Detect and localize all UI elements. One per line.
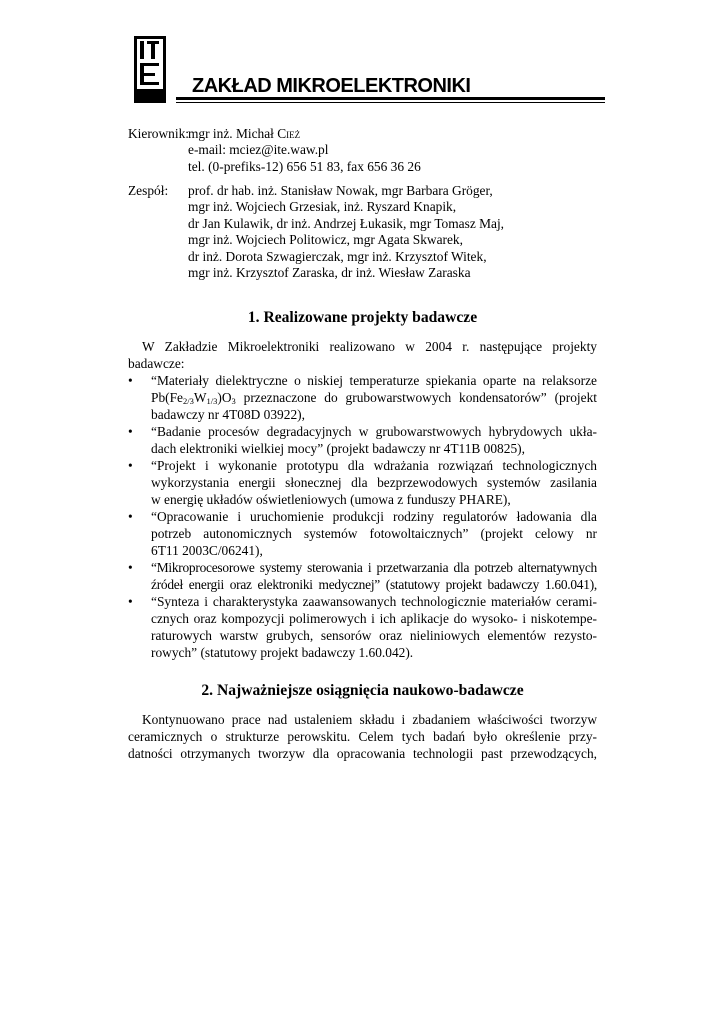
intro-line: badawcze:	[128, 356, 185, 371]
section2-heading: 2. Najważniejsze osiągnięcia naukowo-badawcze	[201, 682, 524, 699]
team-line: prof. dr hab. inż. Stanisław Nowak, mgr Barbara Gröger,	[188, 183, 493, 198]
paragraph-line: Kontynuowano prace nad ustaleniem składu i zbadaniem właściwości tworzyw	[142, 712, 597, 727]
project-item: • “Projekt i wykonanie prototypu dla wdrażania rozwiązań technologicznych wykorzystania energii słonecznej dla bezprzewodowych systemów zasilania w energię układów oświetleniowych (umowa z funduszy PHARE),	[128, 458, 597, 507]
team-line: mgr inż. Wojciech Politowicz, mgr Agata Skwarek,	[188, 232, 463, 248]
ite-logo	[134, 36, 166, 103]
project-list	[128, 372, 597, 661]
team-line: mgr inż. Krzysztof Zaraska, dr inż. Wiesław Zaraska	[188, 264, 471, 280]
head-phone: tel. (0-prefiks-12) 656 51 83, fax 656 36 26	[188, 158, 421, 174]
project-item: • “Materiały dielektryczne o niskiej temperaturze spiekania oparte na relaksorze $Pb(Fe_{2/3}W_{1/3})O_3$ przeznaczone do grubowarstwowych kondensatorów” (projekt badawczy nr 4T08D 03922),	[128, 373, 597, 422]
header-rule-thick	[176, 97, 605, 100]
bullet-icon: •	[128, 594, 133, 609]
paragraph-line: datności otrzymanych tworzyw dla opracowania technologii past przewodzących,	[128, 746, 597, 761]
formula-line: $Pb(Fe_{2/3}W_{1/3})O_3$ przeznaczone do grubowarstwowych kondensatorów” (projekt	[151, 390, 597, 406]
head-label: Kierownik:	[128, 126, 189, 141]
head-name: mgr inż. Michał Cież	[188, 126, 301, 141]
head-email: e-mail: mciez@ite.waw.pl	[188, 142, 329, 158]
bullet-icon: •	[128, 373, 133, 388]
project-item: • “Badanie procesów degradacyjnych w grubowarstwowych hybrydowych ukła- dach elektroniki wielkiej mocy” (projekt badawczy nr 4T11B 00825),	[128, 424, 597, 456]
project-item: • “Opracowanie i uruchomienie produkcji rodziny regulatorów ładowania dla potrzeb autonomicznych systemów fotowoltaicznych” (projekt celowy nr 6T11 2003C/06241),	[128, 509, 597, 558]
intro-line: W Zakładzie Mikroelektroniki realizowano w 2004 r. następujące projekty	[142, 339, 597, 354]
team-line: dr Jan Kulawik, dr inż. Andrzej Łukasik, mgr Tomasz Maj,	[188, 215, 505, 231]
bullet-icon: •	[128, 509, 133, 524]
project-item: • “Synteza i charakterystyka zaawansowanych technologicznie materiałów cerami- cznych oraz kompozycji polimerowych i ich aplikacje do wysoko- i niskotempe- raturowych warstw grubych, sensorów oraz nieliniowych elementów rezysto- rowych” (statutowy projekt badawczy 1.60.042).	[128, 594, 597, 660]
bullet-icon: •	[128, 424, 133, 439]
section1-intro	[128, 338, 597, 372]
bullet-icon: •	[128, 560, 133, 575]
project-item: • “Mikroprocesorowe systemy sterowania i przetwarzania dla potrzeb alternatywnych źródeł energii oraz elektroniki medycznej” (statutowy projekt badawczy 1.60.041),	[128, 560, 597, 592]
team-label: Zespół:	[128, 183, 169, 198]
team-line: mgr inż. Wojciech Grzesiak, inż. Ryszard Knapik,	[188, 199, 457, 215]
department-title: ZAKŁAD MIKROELEKTRONIKI	[192, 75, 471, 97]
section1-heading: 1. Realizowane projekty badawcze	[247, 309, 478, 326]
paragraph-line: ceramicznych o strukturze perowskitu. Celem tych badań było określenie przy-	[128, 729, 597, 744]
header-rule-thin	[176, 102, 605, 103]
team-line: dr inż. Dorota Szwagierczak, mgr inż. Krzysztof Witek,	[188, 248, 487, 264]
section2-paragraph	[128, 711, 597, 762]
bullet-icon: •	[128, 458, 133, 473]
